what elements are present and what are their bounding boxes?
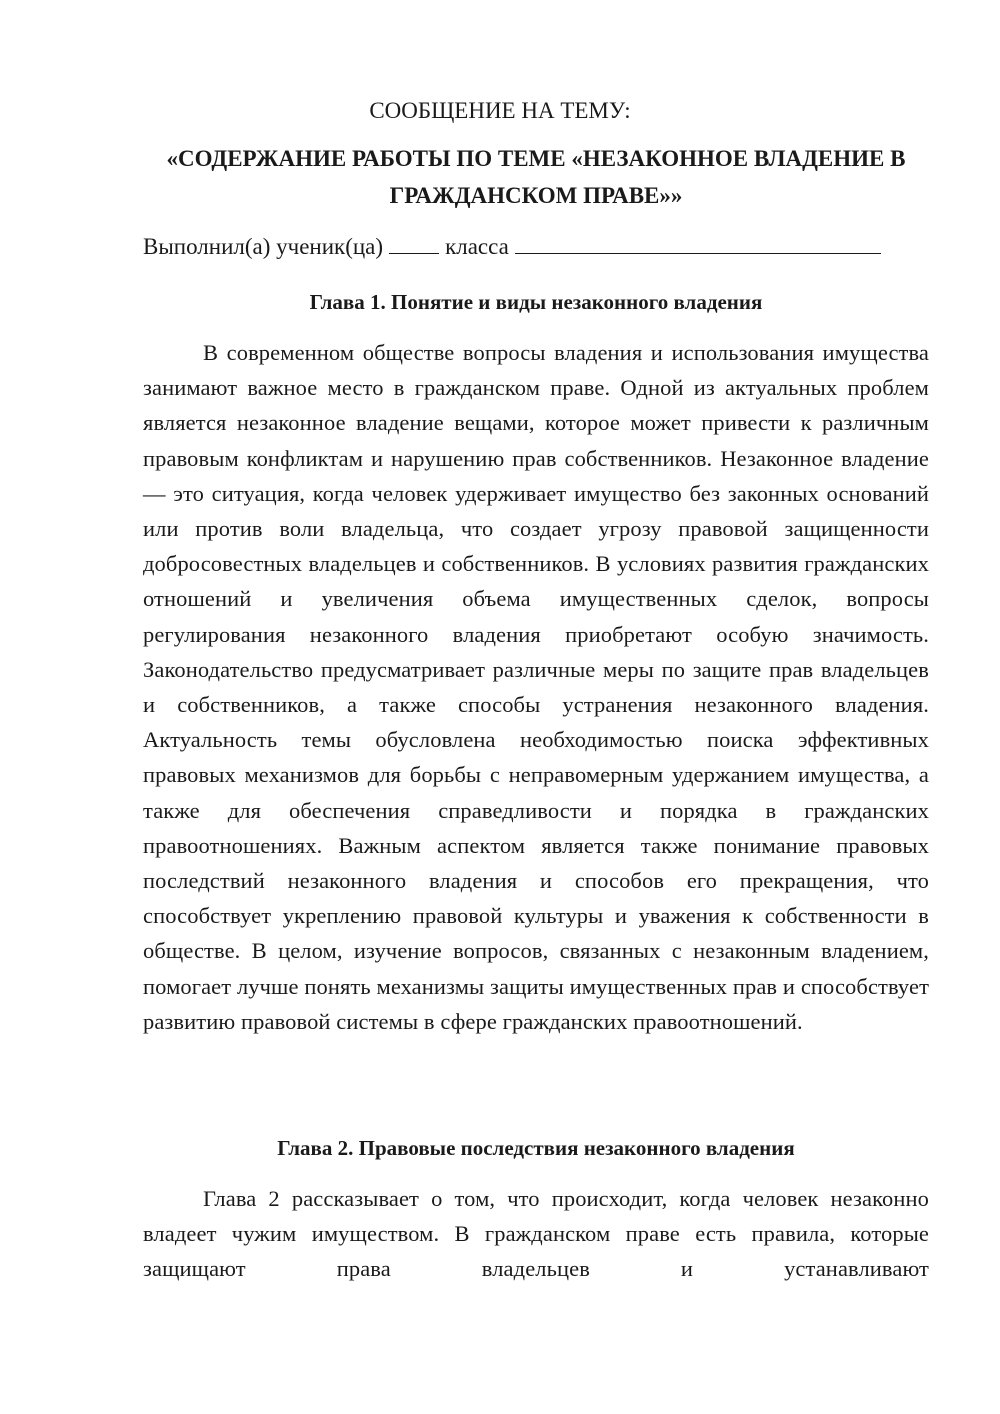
chapter-1-paragraph: В современном обществе вопросы владения и использования имущества занимают важное место в гражданском праве. Одной из актуальных проблем является незаконное владение вещами, которое может привести к различным правовым конфликтам и нарушению прав собственников. Незаконное владение — это ситуация, когда человек удерживает имущество без законных оснований или против воли владельца, что создает угрозу правовой защищенности добросовестных владельцев и собственников. В условиях развития гражданских отношений и увеличения объема имущественных сделок, вопросы регулирования незаконного владения приобретают особую значимость. Законодательство предусматривает различные меры по защите прав владельцев и собственников, а также способы устранения незаконного владения. Актуальность темы обусловлена необходимостью поиска эффективных правовых механизмов для борьбы с неправомерным удержанием имущества, а также для обеспечения справедливости и порядка в гражданских правоотношениях. Важным аспектом является также понимание правовых последствий незаконного владения и способов его прекращения, что способствует укреплению правовой культуры и уважения к собственности в обществе. В целом, изучение вопросов, связанных с незаконным владением, помогает лучше понять механизмы защиты имущественных прав и способствует развитию правовой системы в сфере гражданских правоотношений. bbox=[143, 340, 929, 1034]
chapter-2-heading: Глава 2. Правовые последствия незаконного владения bbox=[277, 1136, 795, 1160]
student-label: Выполнил(а) ученик(ца) bbox=[143, 234, 384, 259]
name-blank bbox=[515, 231, 881, 254]
class-label: класса bbox=[445, 234, 509, 259]
chapter-1-heading: Глава 1. Понятие и виды незаконного владения bbox=[309, 290, 763, 314]
document-header: СООБЩЕНИЕ НА ТЕМУ: bbox=[369, 98, 631, 123]
document-title: «СОДЕРЖАНИЕ РАБОТЫ ПО ТЕМЕ «НЕЗАКОННОЕ ВЛАДЕНИЕ В ГРАЖДАНСКОМ ПРАВЕ»» bbox=[166, 146, 906, 208]
grade-blank bbox=[389, 231, 439, 254]
chapter-2-paragraph: Глава 2 рассказывает о том, что происходит, когда человек незаконно владеет чужим имуществом. В гражданском праве есть правила, которые защищают права владельцев и устанавливают bbox=[143, 1186, 929, 1282]
student-line bbox=[143, 231, 929, 262]
